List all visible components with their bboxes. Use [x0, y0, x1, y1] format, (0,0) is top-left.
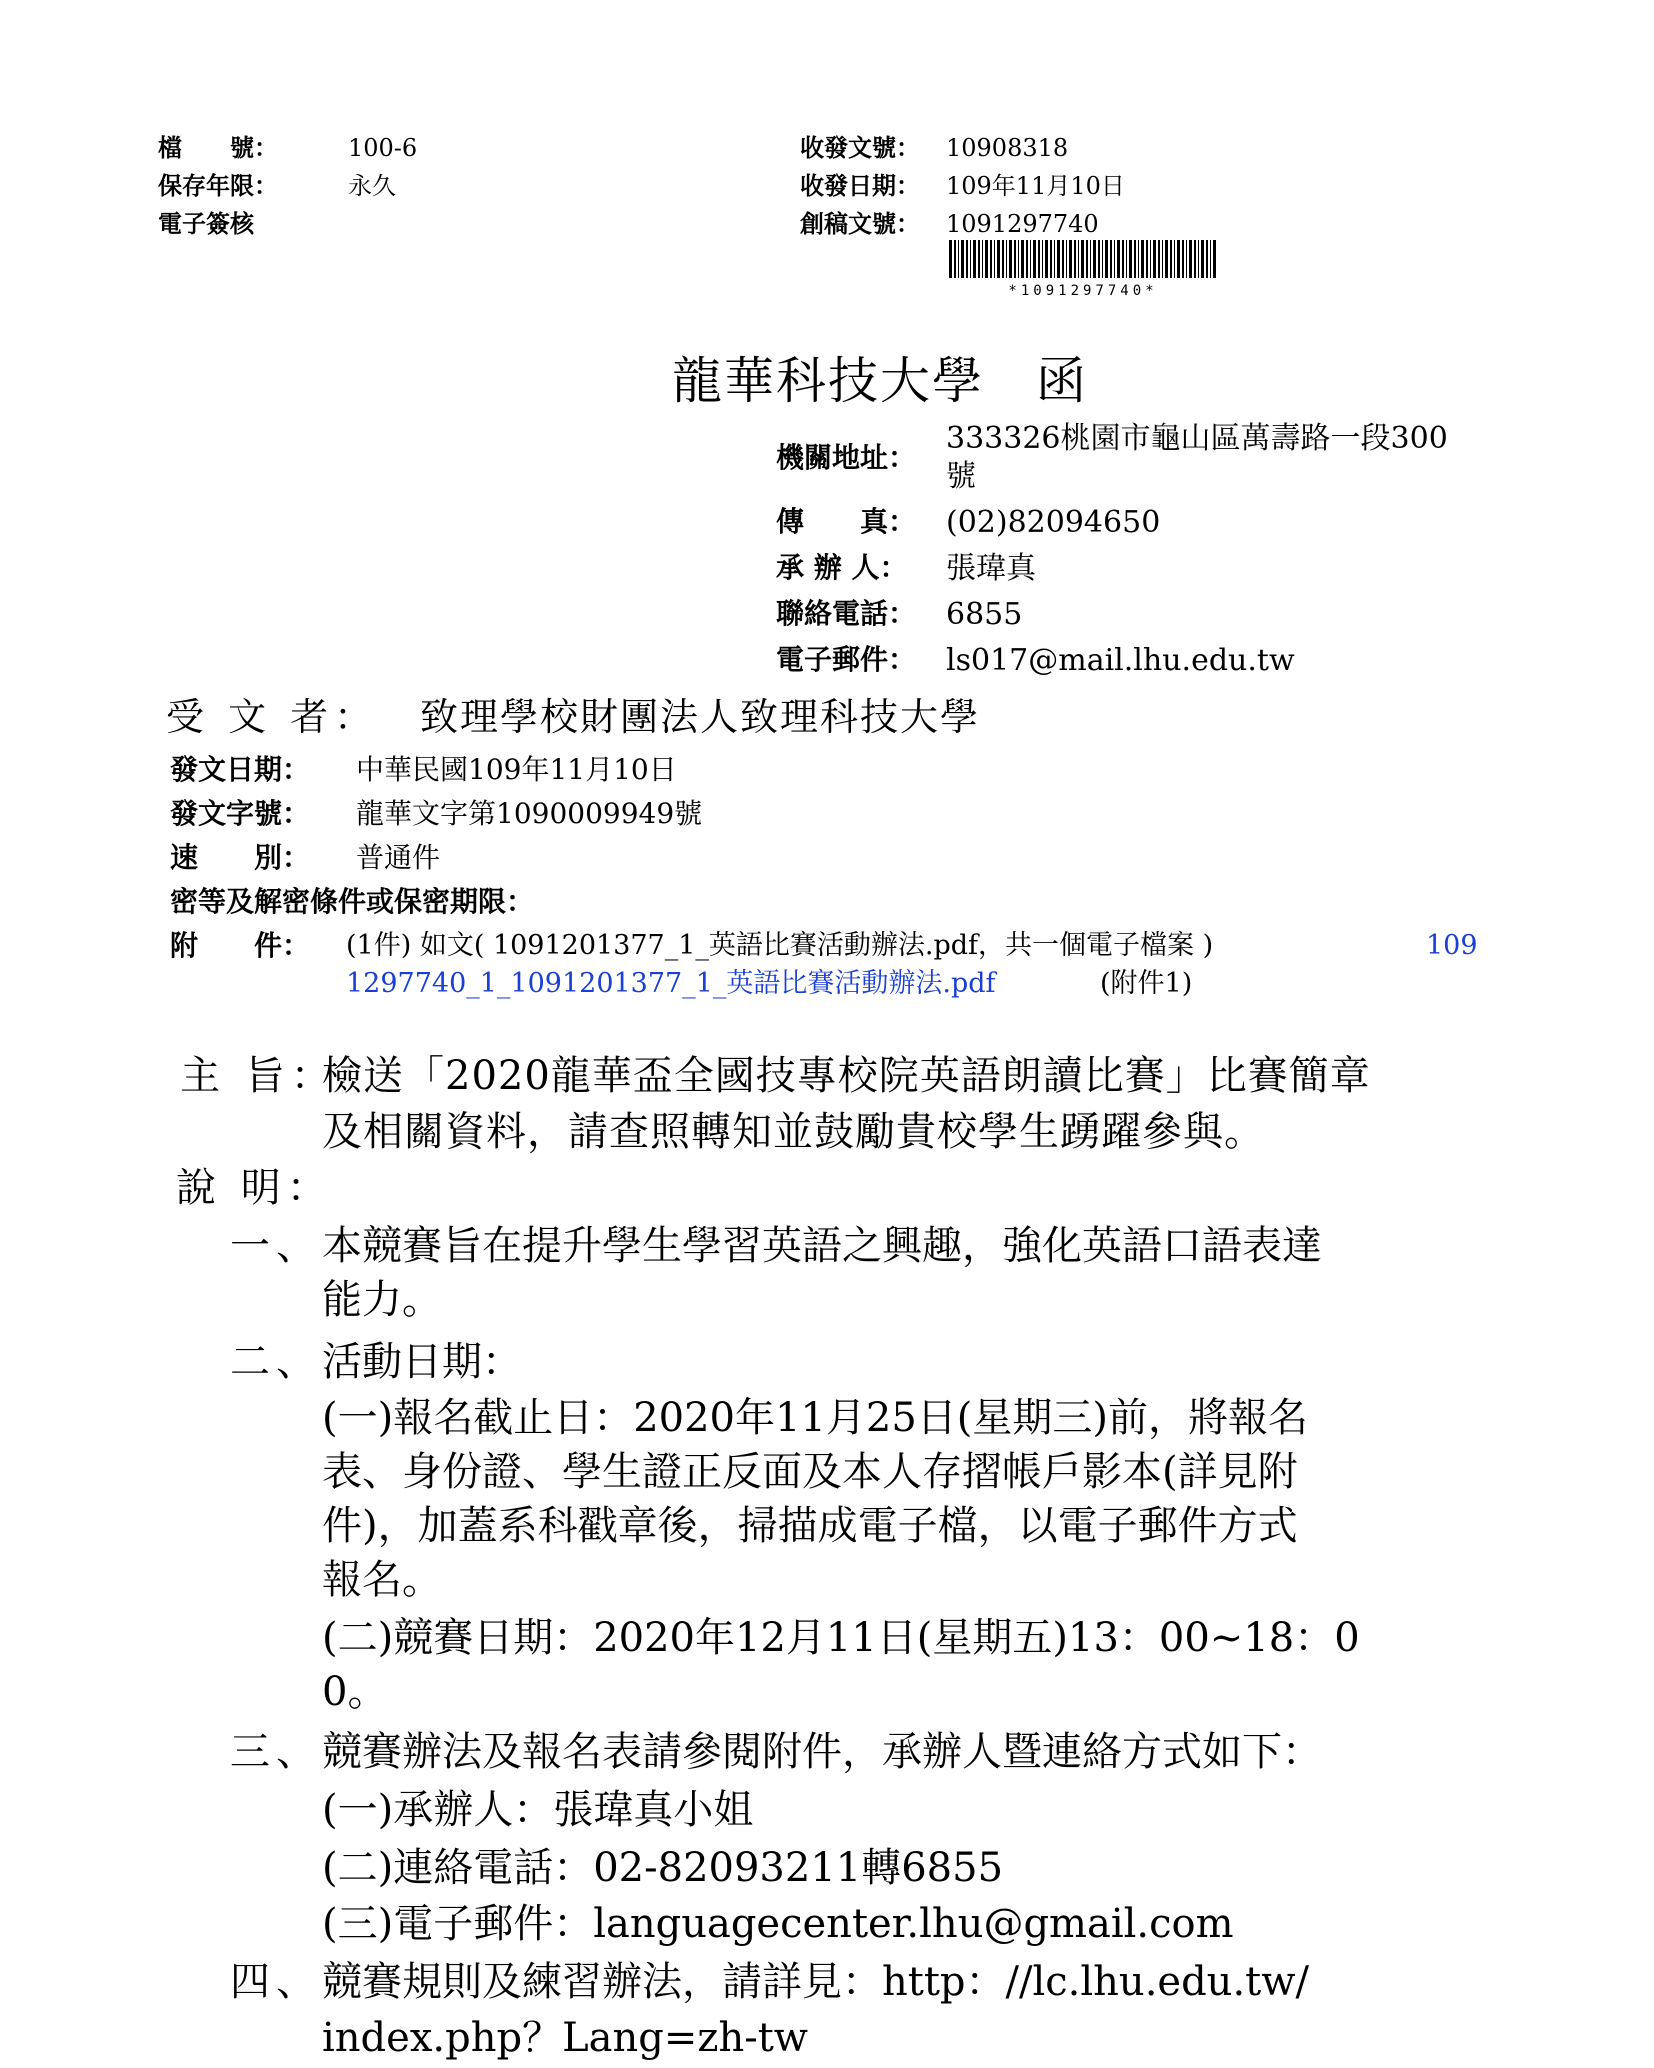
file-no-value: 100-6: [348, 134, 418, 162]
handler-label: 承 辦 人：: [776, 551, 908, 584]
draft-no-value: 1091297740: [946, 210, 1099, 238]
attachment-label: 附 件：: [170, 929, 311, 962]
item-2-line-4: 件)，加蓋系科戳章後，掃描成電子檔，以電子郵件方式: [322, 1503, 1298, 1549]
item-2-line-2: (一)報名截止日：2020年11月25日(星期三)前，將報名: [322, 1395, 1309, 1441]
subject-label: 主 旨：: [180, 1053, 337, 1099]
subject-line-2: 及相關資料，請查照轉知並鼓勵貴校學生踴躍參與。: [322, 1109, 1265, 1155]
issue-date-label: 發文日期：: [170, 753, 311, 786]
retention-label: 保存年限：: [158, 171, 278, 200]
recipient-value: 致理學校財團法人致理科技大學: [420, 695, 981, 739]
recipient-label: 受 文 者：: [166, 695, 379, 739]
recv-date-label: 收發日期：: [800, 171, 920, 200]
speed-label: 速 別：: [170, 841, 311, 874]
item-4-line-2: index.php？Lang=zh-tw: [322, 2015, 809, 2061]
doc-no-value: 龍華文字第1090009949號: [356, 797, 703, 830]
item-2-line-1: 活動日期：: [322, 1339, 522, 1385]
attachment-suffix: (附件1): [1100, 968, 1193, 999]
fax-value: (02)82094650: [946, 505, 1161, 540]
recv-no-value: 10908318: [946, 134, 1069, 162]
secret-label: 密等及解密條件或保密期限：: [170, 885, 535, 918]
recv-date-value: 109年11月10日: [946, 172, 1125, 200]
fax-label: 傳 真：: [776, 505, 917, 538]
attachment-link[interactable]: 1297740_1_1091201377_1_英語比賽活動辦法.pdf: [346, 968, 996, 999]
explanation-label: 說 明：: [176, 1165, 333, 1211]
address-line1: 333326桃園市龜山區萬壽路一段300: [946, 421, 1448, 456]
address-label: 機關地址：: [776, 441, 917, 474]
item-3-line-3: (二)連絡電話：02-82093211轉6855: [322, 1845, 1004, 1891]
issue-date-value: 中華民國109年11月10日: [356, 753, 677, 786]
item-3-line-1: 競賽辦法及報名表請參閱附件，承辦人暨連絡方式如下：: [322, 1729, 1322, 1775]
item-3-line-2: (一)承辦人：張瑋真小姐: [322, 1787, 754, 1833]
email-value: ls017@mail.lhu.edu.tw: [946, 643, 1295, 678]
item-4-number: 四、: [230, 1959, 322, 2005]
retention-value: 永久: [348, 172, 396, 200]
doc-no-label: 發文字號：: [170, 797, 311, 830]
item-3-line-4: (三)電子郵件：languagecenter.lhu@gmail.com: [322, 1901, 1234, 1947]
phone-label: 聯絡電話：: [776, 597, 917, 630]
barcode-icon: [949, 240, 1217, 278]
item-1-line-1: 本競賽旨在提升學生學習英語之興趣，強化英語口語表達: [322, 1223, 1322, 1269]
file-no-label: 檔 號：: [158, 133, 278, 162]
e-sign-label: 電子簽核: [158, 209, 254, 238]
attachment-text: (1件) 如文( 1091201377_1_英語比賽活動辦法.pdf，共一個電子檔案 ): [346, 930, 1214, 961]
item-2-line-5: 報名。: [322, 1557, 442, 1603]
item-2-line-7: 0。: [322, 1669, 388, 1715]
document-title: 龍華科技大學 函: [672, 352, 1088, 410]
email-label: 電子郵件：: [776, 643, 917, 676]
subject-line-1: 檢送「2020龍華盃全國技專校院英語朗讀比賽」比賽簡章: [322, 1053, 1371, 1099]
recv-no-label: 收發文號：: [800, 133, 920, 162]
item-4-line-1: 競賽規則及練習辦法，請詳見：http：//lc.lhu.edu.tw/: [322, 1959, 1309, 2005]
item-2-line-3: 表、身份證、學生證正反面及本人存摺帳戶影本(詳見附: [322, 1449, 1298, 1495]
barcode-caption: *1091297740*: [1008, 283, 1158, 299]
item-3-number: 三、: [230, 1729, 322, 1775]
handler-value: 張瑋真: [946, 551, 1036, 586]
item-2-line-6: (二)競賽日期：2020年12月11日(星期五)13：00~18：0: [322, 1615, 1360, 1661]
draft-no-label: 創稿文號：: [800, 209, 920, 238]
attachment-link-start[interactable]: 109: [1426, 930, 1478, 961]
item-1-line-2: 能力。: [322, 1277, 442, 1323]
address-line2: 號: [946, 459, 976, 494]
speed-value: 普通件: [356, 841, 441, 874]
phone-value: 6855: [946, 597, 1023, 632]
item-2-number: 二、: [230, 1339, 322, 1385]
item-1-number: 一、: [230, 1223, 322, 1269]
